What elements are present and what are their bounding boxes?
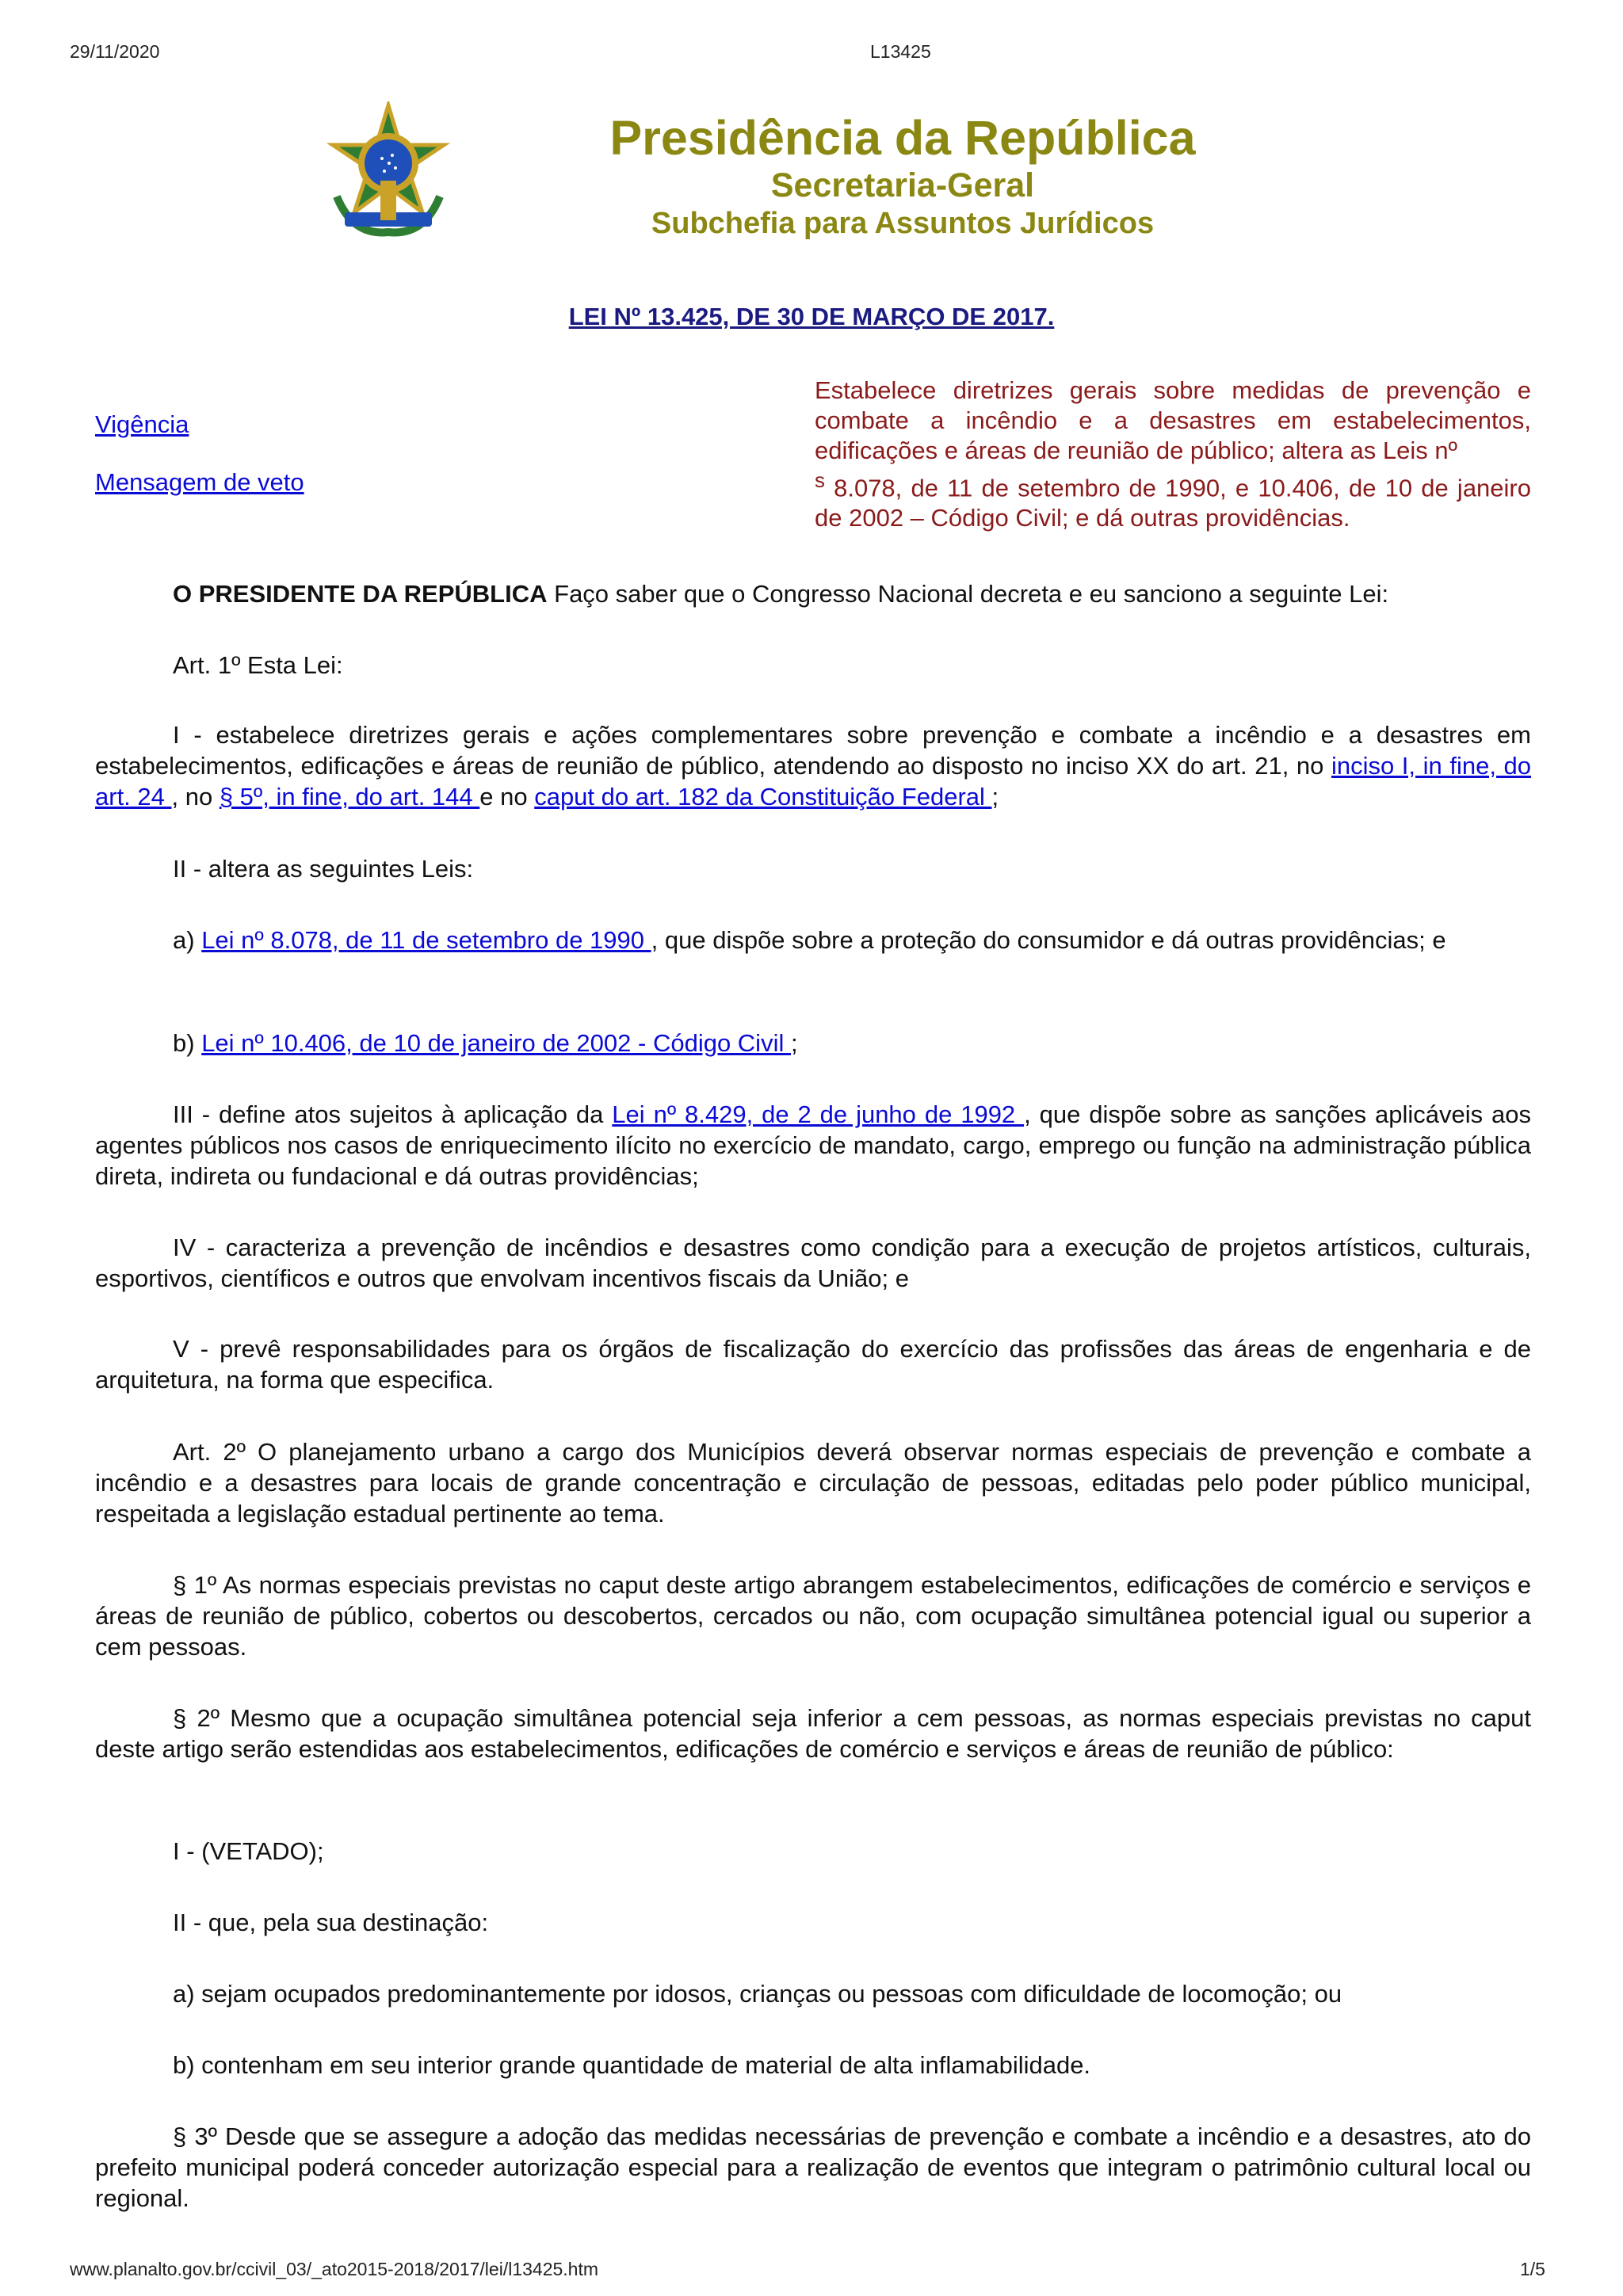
art2: Art. 2º O planejamento urbano a cargo dos Municípios deverá observar normas especiais de prevenção e combate a incêndio e a desastres para locais de grande concentração e circulação de pessoas, editadas pelo poder público municipal, respeitada a legislação estadual pertinente ao tema. [95,1438,1531,1527]
art2-paragraph-1: § 1º As normas especiais previstas no caput deste artigo abrangem estabelecimentos, edificações de comércio e serviços e áreas de reunião de público, cobertos ou descobertos, cercados ou não, com ocupação simultânea potencial igual ou superior a cem pessoas. [95,1571,1531,1661]
lei-8429-link[interactable]: Lei nº 8.429, de 2 de junho de 1992 [612,1100,1025,1128]
print-date: 29/11/2020 [70,41,160,62]
lei-10406-link[interactable]: Lei nº 10.406, de 10 de janeiro de 2002 - Código Civil [201,1029,791,1057]
art2-paragraph-2: § 2º Mesmo que a ocupação simultânea potencial seja inferior a cem pessoas, as normas especiais previstas no caput deste artigo serão estendidas aos estabelecimentos, edificações de comércio e serviços e áreas de reunião de público: [95,1704,1531,1763]
art1-item-IV: IV - caracteriza a prevenção de incêndios e desastres como condição para a execução de projetos artísticos, culturais, esportivos, científicos e outros que envolvam incentivos fiscais da União; e [95,1234,1531,1292]
law-title[interactable]: LEI Nº 13.425, DE 30 DE MARÇO DE 2017. [568,303,1055,330]
art2-p2-item-I: I - (VETADO); [173,1837,324,1865]
header-title: Presidência da República [609,111,1196,165]
art1-item-V: V - prevê responsabilidades para os órgãos de fiscalização do exercício das profissões das áreas de engenharia e de arquitetura, na forma que especifica. [95,1335,1531,1394]
art2-p2-item-II: II - que, pela sua destinação: [173,1909,489,1936]
vigencia-link[interactable]: Vigência [95,410,189,438]
art1-item-III: III - define atos sujeitos à aplicação da Lei nº 8.429, de 2 de junho de 1992 , que dispõe sobre as sanções aplicáveis aos agentes públicos nos casos de enriquecimento ilícito no exercício de mandato, cargo, emprego ou função na administração pública direta, indireta ou fundacional e dá outras providências; [95,1100,1531,1190]
print-title: L13425 [870,41,931,62]
art2-p2-item-IIb: b) contenham em seu interior grande quantidade de material de alta inflamabilidade. [173,2051,1091,2079]
art1-item-I: I - estabelece diretrizes gerais e ações complementares sobre prevenção e combate a incêndio e a desastres em estabelecimentos, edificações e áreas de reunião de público, atendendo ao disposto no inciso XX do art. 21, no inciso I, in fine, do art. 24 , no § 5º, in fine, do art. 144 e no caput do art. 182 da Constituição Federal ; [95,721,1532,810]
art1-heading: Art. 1º Esta Lei: [173,651,343,679]
art1-item-IIb: b) Lei nº 10.406, de 10 de janeiro de 2002 - Código Civil ; [173,1029,798,1057]
art2-p2-item-IIa: a) sejam ocupados predominantemente por idosos, crianças ou pessoas com dificuldade de locomoção; ou [173,1980,1342,2008]
header-subtitle2: Subchefia para Assuntos Jurídicos [651,207,1155,240]
header-subtitle: Secretaria-Geral [770,166,1035,204]
art1-item-IIa: a) Lei nº 8.078, de 11 de setembro de 1990 , que dispõe sobre a proteção do consumidor e dá outras providências; e [173,926,1446,954]
veto-message-link[interactable]: Mensagem de veto [95,468,304,496]
lei-8078-link[interactable]: Lei nº 8.078, de 11 de setembro de 1990 [201,926,651,954]
art182-link[interactable]: caput do art. 182 da Constituição Federal [534,783,992,810]
art144-link[interactable]: § 5º, in fine, do art. 144 [219,783,480,810]
inciso-art24-link[interactable]: inciso I, in fine, do art. 24 [95,752,1532,810]
art2-paragraph-3: § 3º Desde que se assegure a adoção das medidas necessárias de prevenção e combate a incêndio e a desastres, ato do prefeito municipal poderá conceder autorização especial para a realização de eventos que integram o patrimônio cultural local ou regional. [95,2122,1531,2212]
preamble: O PRESIDENTE DA REPÚBLICA Faço saber que o Congresso Nacional decreta e eu sanciono a seguinte Lei: [173,580,1389,608]
print-page-number: 1/5 [1520,2259,1545,2279]
ementa: Estabelece diretrizes gerais sobre medidas de prevenção e combate a incêndio e a desastres em estabelecimentos, edificações e áreas de reunião de público; altera as Leis nº $^s$ 8.078, de 11 de setembro de 1990, e 10.406, de 10 de janeiro de 2002 – Código Civil; e dá outras providências. [815,376,1531,532]
print-url: www.planalto.gov.br/ccivil_03/_ato2015-2018/2017/lei/l13425.htm [70,2259,599,2279]
art1-item-II: II - altera as seguintes Leis: [173,855,474,883]
